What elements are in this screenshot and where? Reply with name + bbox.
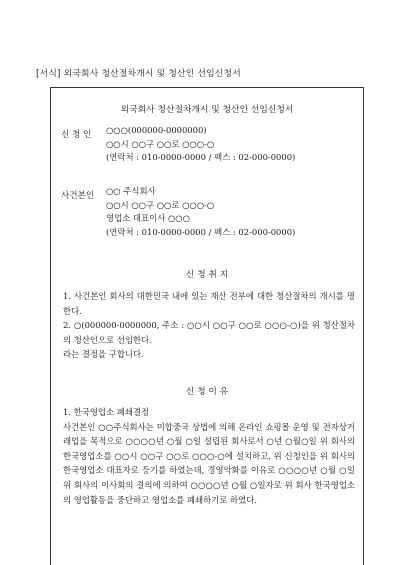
principal-name: ○○ 주식회사 <box>106 186 156 196</box>
applicant-name: ○○○(000000-0000000) <box>106 125 207 135</box>
principal-label: 사건본인 <box>61 191 95 201</box>
purpose-item-2: 2. ○(000000-0000000, 주소 : ○○시 ○○구 ○○로 ○○○-○)을 위 청산절차의 청산인으로 선임한다. <box>63 320 355 345</box>
reason-body <box>63 405 355 507</box>
applicant-details <box>106 124 295 165</box>
reason-subheading: 1. 한국영업소 폐쇄결정 <box>63 407 150 417</box>
principal-contact: (연락처 : 010-0000-0000 / 팩스 : 02-000-0000) <box>106 226 296 237</box>
applicant-address: ○○시 ○○구 ○○로 ○○○-○ <box>106 138 215 149</box>
principal-representative: 영업소 대표이사 ○○○ <box>106 213 190 224</box>
purpose-item-1: 1. 사건본인 회사의 대한민국 내에 있는 재산 전부에 대한 청산절차의 개시를 명한다. <box>63 291 355 316</box>
purpose-body <box>63 289 355 362</box>
form-caption: [서식] 외국회사 청산절차개시 및 청산인 선임신청서 <box>36 69 241 79</box>
reason-heading: 신 청 이 유 <box>185 387 229 397</box>
applicant-label: 신 청 인 <box>61 130 92 140</box>
principal-details <box>106 185 295 239</box>
principal-address: ○○시 ○○구 ○○로 ○○○-○ <box>106 199 215 210</box>
purpose-closing: 라는 결정을 구합니다. <box>63 349 144 360</box>
form-frame <box>50 87 364 565</box>
purpose-heading: 신 청 취 지 <box>185 270 229 280</box>
form-title: 외국회사 청산절차개시 및 청산인 선임신청서 <box>120 105 294 115</box>
applicant-contact: (연락처 : 010-0000-0000 / 팩스 : 02-000-0000) <box>106 152 296 163</box>
reason-paragraph: 사건본인 ○○주식회사는 미합중국 상법에 의해 온라인 쇼핑몰 운영 및 전자상거래업을 목적으로 ○○○○년 ○월 ○일 설립된 회사로서 ○년 ○월○일 위 회사의 한국영업소를 ○○시 ○○구 ○○로 ○○○-○에 설치하고, 위 신청인을 위 회사의 한국영업소 대표자로 등기를 하였는데, 경영악화를 이유로 ○○○○년 ○월 ○일 위 회사의 이사회의 결의에 의하여 ○○○○년 ○월 ○일자로 위 회사 한국영업소의 영업활동을 중단하고 영업소를 폐쇄하기로 하였다. <box>63 421 355 505</box>
